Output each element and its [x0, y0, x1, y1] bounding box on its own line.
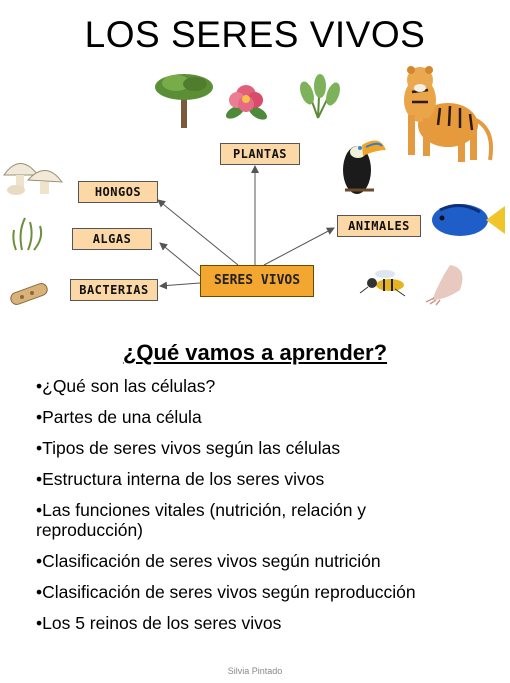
fern-icon: [297, 74, 342, 118]
footer-author: Silvia Pintado: [227, 666, 283, 676]
topic-item: •Tipos de seres vivos según las células: [36, 438, 341, 458]
node-animales: ANIMALES: [337, 215, 421, 237]
node-plantas: PLANTAS: [220, 143, 300, 165]
bacteria-icon: [9, 282, 49, 306]
node-seres-vivos: SERES VIVOS: [200, 265, 314, 297]
topic-item: •Partes de una célula: [36, 407, 202, 427]
node-hongos: HONGOS: [78, 181, 158, 203]
topic-item: •Estructura interna de los seres vivos: [36, 469, 325, 489]
arrow-to-algas: [160, 243, 200, 276]
node-bacterias: BACTERIAS: [70, 279, 158, 301]
section-subtitle: ¿Qué vamos a aprender?: [122, 340, 388, 365]
topics-list: [36, 376, 476, 644]
arrow-to-hongos: [158, 200, 238, 265]
fish-icon: [432, 204, 505, 236]
arrow-to-bacterias: [160, 283, 200, 286]
seaweed-icon: [13, 218, 41, 250]
topic-item: •Clasificación de seres vivos según nutrición: [36, 551, 381, 571]
topic-item: •Los 5 reinos de los seres vivos: [36, 613, 282, 633]
arrow-to-animales: [264, 228, 334, 265]
wasp-icon: [360, 270, 405, 296]
toucan-icon: [343, 141, 386, 194]
node-algas: ALGAS: [72, 228, 152, 250]
topic-item: •¿Qué son las células?: [36, 376, 216, 396]
topic-item: •Clasificación de seres vivos según reproducción: [36, 582, 416, 602]
page-title: LOS SERES VIVOS: [84, 14, 426, 55]
tiger-icon: [404, 66, 491, 162]
squid-icon: [426, 265, 462, 305]
topic-item: •Las funciones vitales (nutrición, relación y reproducción): [36, 500, 367, 540]
mushroom-icon: [4, 164, 62, 196]
tree-icon: [155, 74, 213, 128]
flower-icon: [224, 85, 269, 122]
